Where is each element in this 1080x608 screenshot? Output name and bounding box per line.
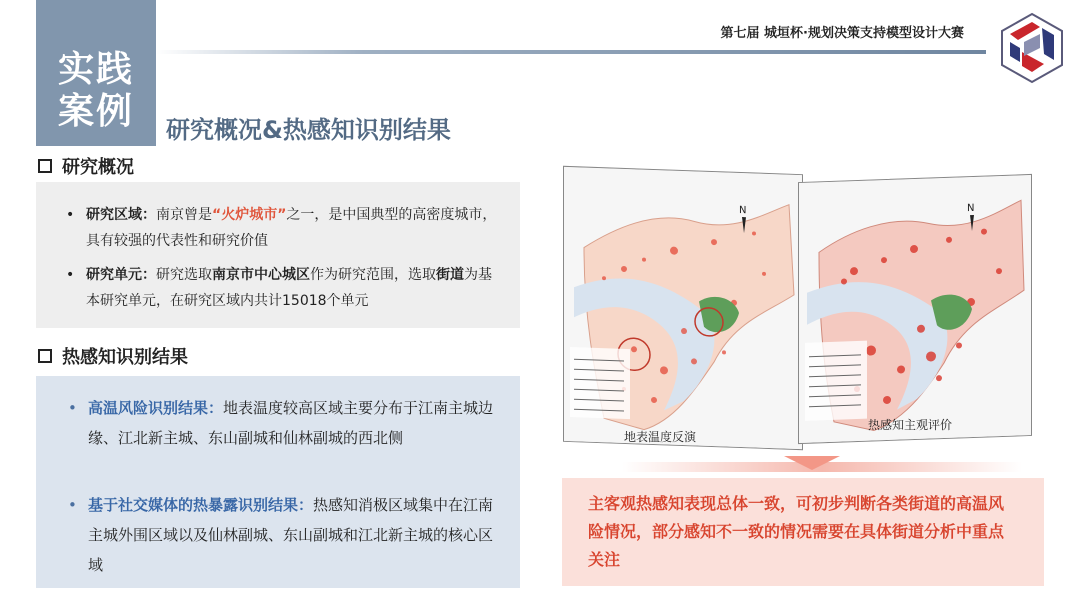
square-bullet-icon: [38, 159, 52, 173]
bullet-text: 研究选取: [156, 267, 212, 283]
bullet-bold: 街道: [436, 267, 464, 283]
results-bullet-social: [68, 490, 502, 580]
overview-bullet-area: [66, 202, 500, 254]
results-bullet-risk: [68, 393, 502, 453]
header-rule: [156, 50, 986, 54]
bullet-text: 作为研究范围，选取: [310, 267, 436, 283]
section-heading-text: 热感知识别结果: [62, 347, 188, 368]
bullet-bold: 南京市中心城区: [212, 267, 310, 283]
heat-perception-map: [798, 174, 1032, 444]
map-graphic-icon: [564, 167, 803, 450]
map-graphic-icon: [799, 175, 1032, 444]
contest-logo-icon: [1000, 12, 1064, 84]
bullet-dot: •: [68, 496, 77, 514]
bullet-text: 之一，是中国典型的高密度城市，具有较强的代表性和研究价值: [86, 207, 497, 249]
bullet-label: 基于社交媒体的热暴露识别结果：: [88, 496, 314, 514]
map-label-heat-perception: 热感知主观评价: [868, 418, 953, 432]
bullet-label: 研究单元：: [86, 267, 156, 283]
slide-subtitle: 研究概况&热感知识别结果: [166, 116, 451, 144]
overview-bullet-unit: [66, 262, 500, 314]
contest-title: 第七届 城垣杯·规划决策支持模型设计大赛: [720, 26, 964, 41]
bullet-dot: •: [66, 267, 75, 283]
section-title-line2: 案例: [57, 91, 134, 132]
surface-temperature-map: [563, 166, 803, 450]
conclusion-box: 主客观热感知表现总体一致，可初步判断各类街道的高温风险情况，部分感知不一致的情况需要在具体街道分析中重点关注: [562, 478, 1044, 586]
bullet-text: 热感知消极区域集中在江南主城外围区域以及仙林副城、东山副城和江北新主城的核心区域: [88, 496, 494, 574]
arrow-down-icon: [784, 456, 840, 470]
bullet-label: 高温风险识别结果：: [88, 399, 224, 417]
bullet-highlight: “火炉城市”: [212, 207, 287, 223]
bullet-text: 地表温度较高区域主要分布于江南主城边缘、江北新主城、东山副城和仙林副城的西北侧: [88, 399, 494, 447]
square-bullet-icon: [38, 349, 52, 363]
bullet-label: 研究区域：: [86, 207, 156, 223]
map-label-surface-temperature: 地表温度反演: [624, 430, 697, 444]
bullet-dot: •: [66, 207, 75, 223]
section-title-line1: 实践: [57, 49, 134, 90]
bullet-text: 为基本研究单元，在研究区域内共计15018个单元: [86, 267, 492, 309]
svg-text:N: N: [739, 204, 747, 217]
svg-text:N: N: [967, 202, 975, 215]
bullet-text: 南京曾是: [156, 207, 212, 223]
section-heading-results: [38, 343, 188, 369]
section-heading-text: 研究概况: [62, 157, 134, 178]
bullet-dot: •: [68, 399, 77, 417]
section-heading-overview: [38, 153, 134, 179]
section-title-block: [36, 0, 156, 146]
